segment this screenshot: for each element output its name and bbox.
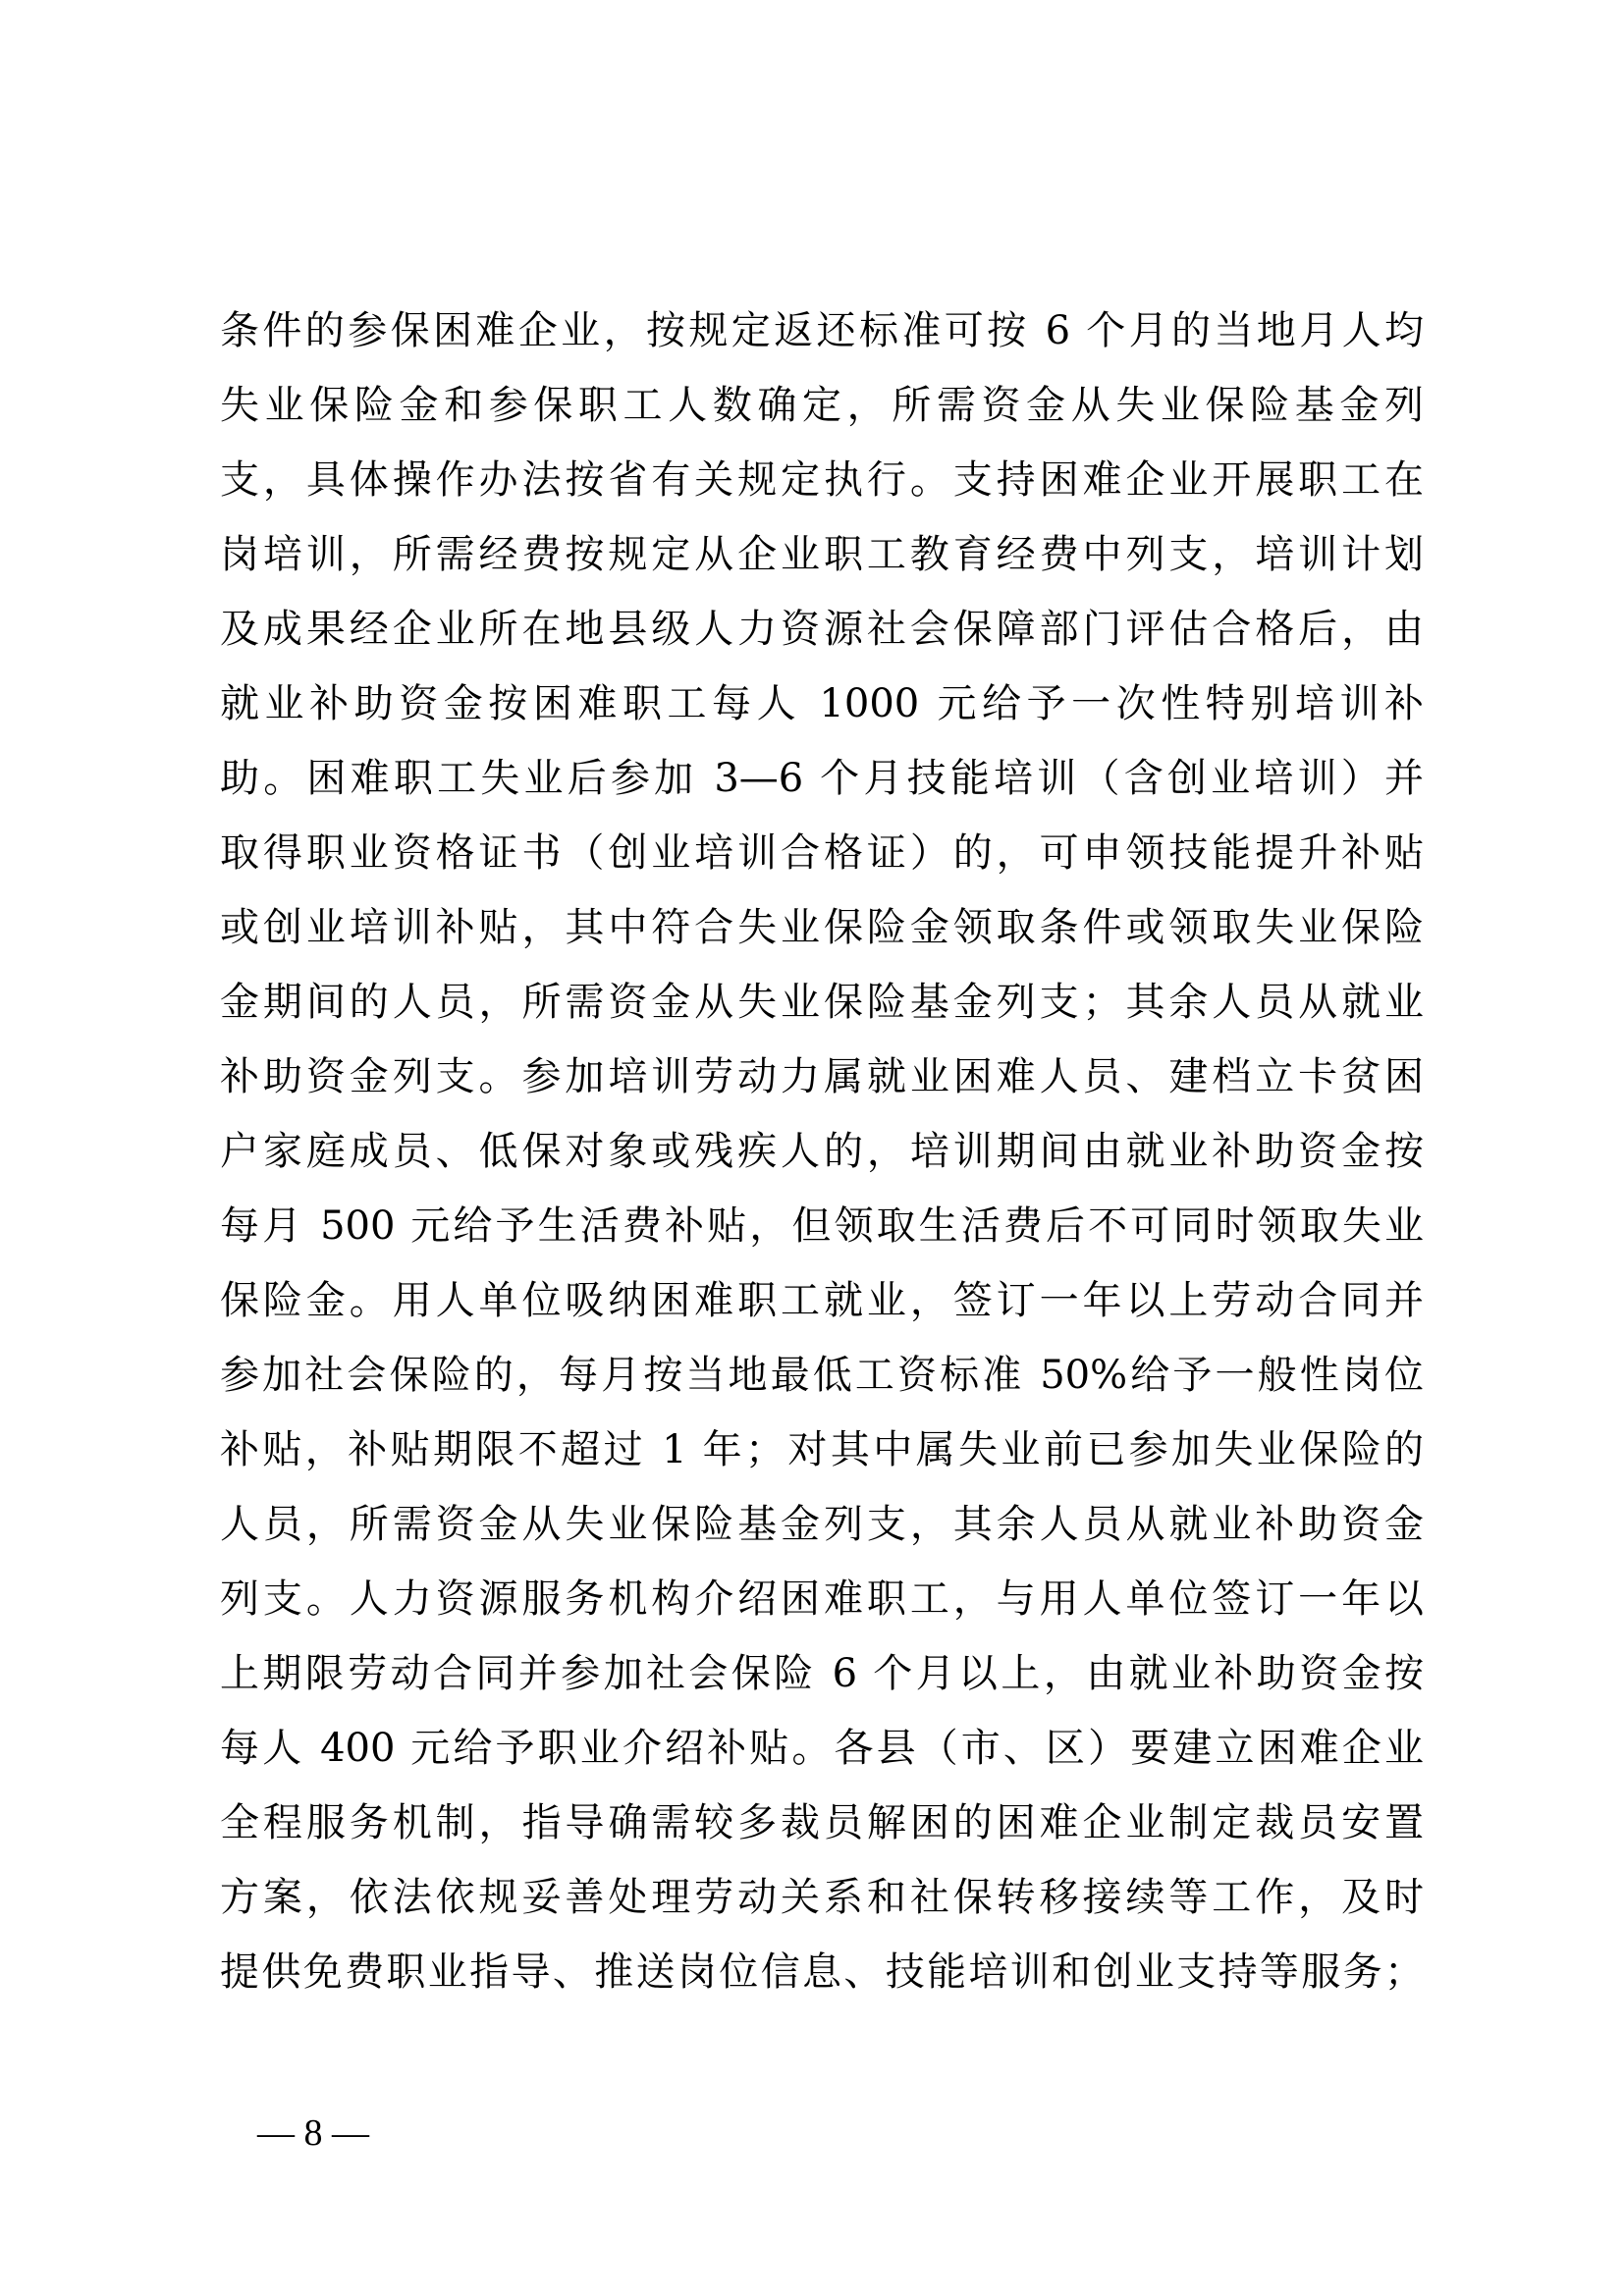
text-line: 提供免费职业指导、推送岗位信息、技能培训和创业支持等服务； (220, 1949, 1424, 1995)
page-number: — 8 — (257, 2112, 369, 2154)
text-line: 或创业培训补贴，其中符合失业保险金领取条件或领取失业保险 (220, 905, 1424, 950)
text-line: 就业补助资金按困难职工每人 1000 元给予一次性特别培训补 (220, 681, 1424, 726)
text-line: 每月 500 元给予生活费补贴，但领取生活费后不可同时领取失业 (220, 1203, 1424, 1249)
text-line: 人员，所需资金从失业保险基金列支，其余人员从就业补助资金 (220, 1502, 1424, 1547)
text-line: 取得职业资格证书（创业培训合格证）的，可申领技能提升补贴 (220, 830, 1424, 876)
text-line: 全程服务机制，指导确需较多裁员解困的困难企业制定裁员安置 (220, 1800, 1424, 1845)
text-line: 上期限劳动合同并参加社会保险 6 个月以上，由就业补助资金按 (220, 1651, 1424, 1696)
text-line: 补贴，补贴期限不超过 1 年；对其中属失业前已参加失业保险的 (220, 1427, 1424, 1472)
text-line: 每人 400 元给予职业介绍补贴。各县（市、区）要建立困难企业 (220, 1726, 1424, 1771)
text-line: 及成果经企业所在地县级人力资源社会保障部门评估合格后，由 (220, 607, 1424, 652)
text-line: 户家庭成员、低保对象或残疾人的，培训期间由就业补助资金按 (220, 1129, 1424, 1174)
text-line: 支，具体操作办法按省有关规定执行。支持困难企业开展职工在 (220, 457, 1424, 503)
text-line: 方案，依法依规妥善处理劳动关系和社保转移接续等工作，及时 (220, 1875, 1424, 1920)
text-line: 助。困难职工失业后参加 3—6 个月技能培训（含创业培训）并 (220, 756, 1424, 801)
text-line: 条件的参保困难企业，按规定返还标准可按 6 个月的当地月人均 (220, 308, 1424, 353)
text-line: 参加社会保险的，每月按当地最低工资标准 50%给予一般性岗位 (220, 1353, 1424, 1398)
body-text (220, 294, 1424, 2009)
text-line: 列支。人力资源服务机构介绍困难职工，与用人单位签订一年以 (220, 1576, 1424, 1622)
text-line: 补助资金列支。参加培训劳动力属就业困难人员、建档立卡贫困 (220, 1054, 1424, 1099)
text-line: 金期间的人员，所需资金从失业保险基金列支；其余人员从就业 (220, 980, 1424, 1025)
text-line: 失业保险金和参保职工人数确定，所需资金从失业保险基金列 (220, 383, 1424, 428)
text-line: 岗培训，所需经费按规定从企业职工教育经费中列支，培训计划 (220, 532, 1424, 577)
text-line: 保险金。用人单位吸纳困难职工就业，签订一年以上劳动合同并 (220, 1278, 1424, 1323)
